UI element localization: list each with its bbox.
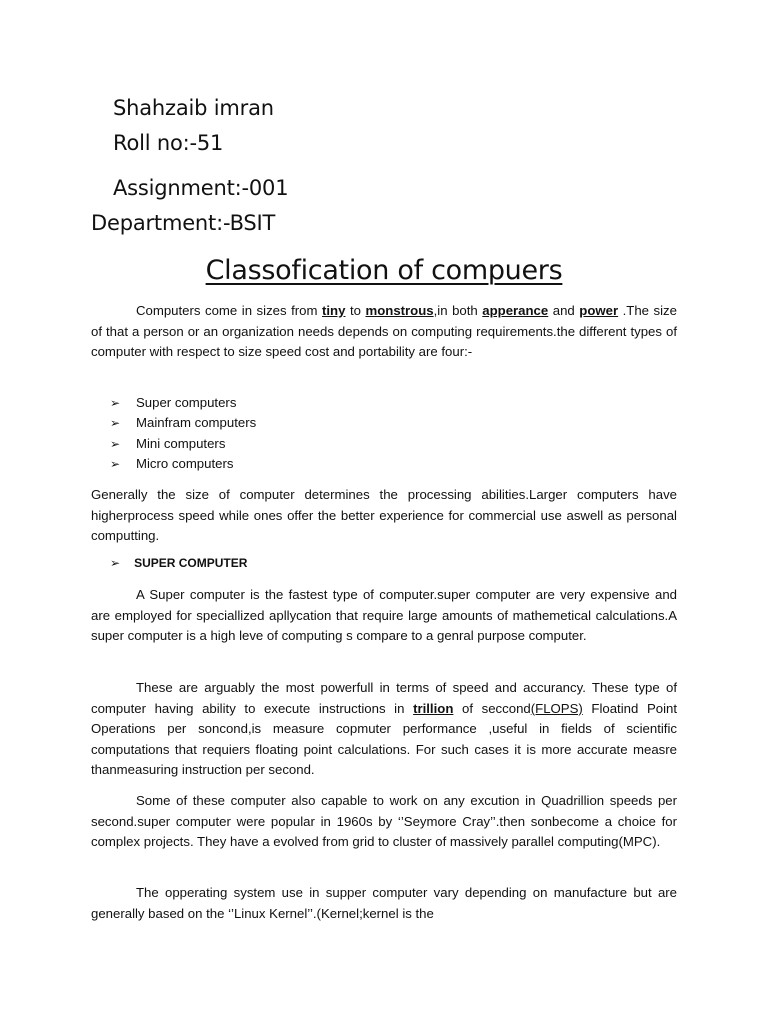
student-name: Shahzaib imran [113, 96, 274, 120]
term-power: power [579, 303, 619, 318]
paragraph-text: These are arguably the most powerfull in terms of speed and accurancy. These type of computer having ability to execute instructions in [91, 680, 677, 716]
intro-text: and [548, 303, 580, 318]
department: Department:-BSIT [91, 211, 276, 235]
intro-text: .The size of that a person or an organization needs depends on computing requirements.the different types of computer with respect to size speed cost and portability are four:- [91, 303, 677, 360]
os-paragraph: The opperating system use in supper computer vary depending on manufacture but are generally based on the ‘’Linux Kernel’’.(Kernel;kernel is the [91, 885, 677, 921]
intro-text: Computers come in sizes from [136, 303, 322, 318]
arrow-bullet-icon: ➢ [110, 396, 121, 410]
list-item [110, 434, 256, 454]
term-apperance: apperance [482, 303, 549, 318]
page-title: Classofication of compuers [205, 255, 563, 286]
list-item-label: Mini computers [136, 435, 226, 451]
assignment-number: Assignment:-001 [113, 176, 289, 200]
term-flops: (FLOPS) [530, 700, 583, 716]
generally-paragraph: Generally the size of computer determines the processing abilities.Larger computers have higherprocess speed while ones offer the better experience for commercial use aswell as personal computting. [91, 487, 677, 544]
computer-types-list [110, 393, 256, 475]
list-item-label: Micro computers [136, 456, 234, 472]
section-heading [110, 556, 247, 570]
paragraph-text: Floatind Point Operations per soncond,is measure copmuter performance ,useful in fields of scientific computations that requiers floating point calculations. For such cases it is more accurate measre thanmeasuring instruction per second. [91, 700, 678, 778]
speed-paragraph [91, 678, 677, 781]
roll-number: Roll no:-51 [113, 131, 224, 155]
arrow-bullet-icon: ➢ [110, 416, 121, 431]
term-trillion: trillion [413, 700, 454, 716]
list-item-label: Super computers [136, 395, 237, 410]
intro-paragraph [91, 301, 677, 363]
term-monstrous: monstrous [365, 303, 434, 318]
paragraph-text: of seccond [453, 700, 531, 716]
arrow-bullet-icon: ➢ [110, 436, 121, 451]
arrow-bullet-icon: ➢ [110, 457, 121, 472]
arrow-bullet-icon: ➢ [110, 556, 121, 570]
section-heading-label: SUPER COMPUTER [134, 556, 248, 570]
super-computer-paragraph: A Super computer is the fastest type of computer.super computer are very expensive and are employed for speciallized apllycation that require large amounts of mathemetical calculations.A super computer is a high leve of computing s compare to a genral purpose computer. [91, 587, 677, 644]
list-item [110, 393, 256, 413]
list-item [110, 454, 256, 474]
list-item [110, 413, 256, 433]
intro-text: ,in both [433, 303, 483, 318]
term-tiny: tiny [322, 303, 346, 318]
intro-text: to [345, 303, 366, 318]
list-item-label: Mainfram computers [136, 415, 257, 431]
quadrillion-paragraph: Some of these computer also capable to work on any excution in Quadrillion speeds per second.super computer were popular in 1960s by ‘’Seymore Cray’’.then sonbecome a choice for complex projects. They have a evolved from grid to cluster of massively parallel computing(MPC). [91, 793, 677, 850]
